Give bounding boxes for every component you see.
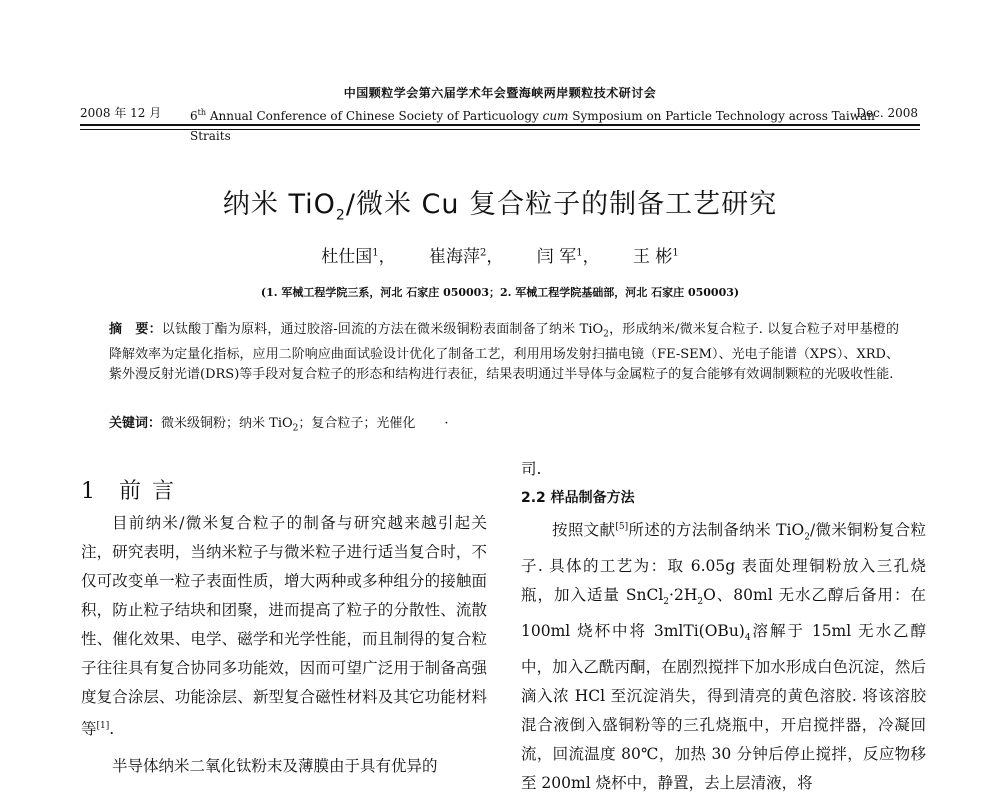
paper-title: 纳米 TiO$_2$/微米 Cu 复合粒子的制备工艺研究 bbox=[222, 189, 778, 224]
header-date-cn: 2008 年 12 月 bbox=[80, 106, 162, 120]
paragraph: 目前纳米/微米复合粒子的制备与研究越来越引起关注，研究表明，当纳米粒子与微米粒子进行适当复合时，不仅可改变单一粒子表面性质，增大两种或多种组分的接触面积，防止粒子结块和团聚，进而提高了粒子的分散性、流散性、催化效果、电学、磁学和光学性能，而且制得的复合粒子往往具有复合协同多功能效，因而可望广泛用于制备高强度复合涂层、功能涂层、新型复合磁性材料及其它功能材料等[1]. bbox=[81, 514, 487, 739]
author: 杜仕国$^1$， bbox=[321, 247, 396, 267]
header-rule-thin bbox=[80, 129, 920, 130]
paragraph: 半导体纳米二氧化钛粉末及薄膜由于具有优异的 bbox=[112, 757, 438, 776]
right-column bbox=[521, 455, 926, 798]
affiliations: (1. 军械工程学院三系，河北 石家庄 050003；2. 军械工程学院基础部，河北 石家庄 050003) bbox=[260, 286, 740, 299]
keywords: 关键词：微米级铜粉；纳米 TiO$_2$；复合粒子；光催化 · bbox=[109, 416, 449, 434]
section-heading-2-2: 2.2 样品制备方法 bbox=[521, 490, 635, 506]
author: 崔海萍$^2$， bbox=[429, 247, 504, 267]
section-heading-1: 1 前 言 bbox=[81, 479, 176, 504]
author: 王 彬$^1$ bbox=[632, 247, 679, 267]
header-date-en: Dec. 2008 bbox=[856, 106, 918, 120]
paragraph: 按照文献[5]所述的方法制备纳米 TiO$_2$/微米铜粉复合粒子. 具体的工艺为：取 6.05g 表面处理铜粉放入三孔烧瓶，加入适量 $SnCl_2\cdot 2H_2O$、80ml 无水乙醇后备用：在 100ml 烧杯中将 $3mlTi(OBu)_4$溶解于 15ml 无水乙醇中，加入乙酰丙酮，在剧烈搅拌下加水形成白色沉淀，然后滴入浓 HCl 至沉淀消失，得到清亮的黄色溶胶. 将该溶胶混合液倒入盛铜粉等的三孔烧瓶中，开启搅拌器，冷凝回流，回流温度 80℃，加热 30 分钟后停止搅拌，反应物移至 200ml 烧杯中，静置，去上层清液，将 bbox=[521, 521, 926, 793]
abstract: 摘 要：以钛酸丁酯为原料，通过胶溶-回流的方法在微米级铜粉表面制备了纳米 TiO$_2$，形成纳米/微米复合粒子. 以复合粒子对甲基橙的降解效率为定量化指标，应用二阶响应曲面试验设计优化了制备工艺，利用用场发射扫描电镜（FE-SEM）、光电子能谱（XPS）、XRD、紫外漫反射光谱(DRS)等手段对复合粒子的形态和结构进行表征，结果表明通过半导体与金属粒子的复合能够有效调制颗粒的光吸收性能. bbox=[109, 322, 899, 382]
keywords-label: 关键词： bbox=[109, 416, 162, 431]
running-header bbox=[80, 103, 918, 143]
abstract-label: 摘 要： bbox=[109, 322, 162, 337]
conference-title-cn: 中国颗粒学会第六届学术年会暨海峡两岸颗粒技术研讨会 bbox=[343, 86, 657, 100]
author: 闫 军$^1$， bbox=[536, 247, 600, 267]
header-conference-en: 6th Annual Conference of Chinese Society of Particuology cum Symposium on Particle Technology across Taiwan Straits bbox=[190, 108, 875, 143]
author-list bbox=[0, 242, 1000, 267]
left-column bbox=[81, 509, 487, 781]
paragraph-fragment: 司. bbox=[521, 460, 542, 478]
header-rule-thick bbox=[80, 124, 920, 126]
